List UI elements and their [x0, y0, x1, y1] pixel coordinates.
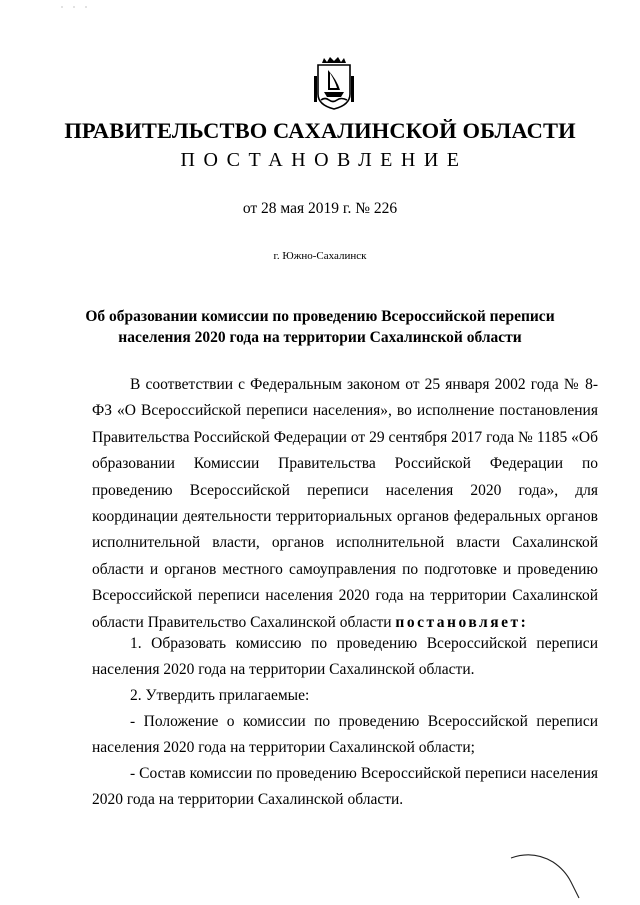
preamble-paragraph — [92, 372, 598, 636]
document-city: г. Южно-Сахалинск — [273, 250, 367, 262]
item-2b-paragraph — [92, 761, 598, 814]
document-type: ПОСТАНОВЛЕНИЕ — [180, 149, 468, 171]
item-1-text: 1. Образовать комиссию по проведению Всероссийской переписи населения 2020 года на территории Сахалинской области. — [92, 635, 598, 679]
item-2a-text: - Положение о комиссии по проведению Всероссийской переписи населения 2020 года на территории Сахалинской области; — [92, 713, 598, 757]
sakhalin-coat-of-arms-icon — [312, 56, 356, 110]
item-2b-text: - Состав комиссии по проведению Всероссийской переписи населения 2020 года на территории Сахалинской области. — [92, 765, 598, 809]
scan-artifact — [60, 2, 90, 12]
organization-title: ПРАВИТЕЛЬСТВО САХАЛИНСКОЙ ОБЛАСТИ — [64, 118, 576, 143]
item-2-paragraph — [92, 683, 598, 709]
document-subject — [80, 306, 560, 348]
item-2-text: 2. Утвердить прилагаемые: — [130, 687, 310, 704]
item-1-paragraph — [92, 631, 598, 684]
decree-word: постановляет: — [395, 613, 529, 631]
preamble-text: В соответствии с Федеральным законом от 25 января 2002 года № 8-ФЗ «О Всероссийской переписи населения», во исполнение постановления Правительства Российской Федерации от 29 сентября 2017 года № 1185 «Об образовании Комиссии Правительства Российской Федерации по проведению Всероссийской переписи населения 2020 года», для координации деятельности территориальных органов федеральных органов исполнительной власти, органов исполнительной власти Сахалинской области и органов местного самоуправления по подготовке и проведению Всероссийской переписи населения 2020 года на территории Сахалинской области Правительство Сахалинской области — [92, 376, 598, 631]
subject-line-1: Об образовании комиссии по проведению Всероссийской переписи — [85, 308, 555, 325]
item-2a-paragraph — [92, 709, 598, 762]
document-date-number: от 28 мая 2019 г. № 226 — [242, 200, 398, 217]
signature-mark — [505, 848, 585, 900]
subject-line-2: населения 2020 года на территории Сахалинской области — [118, 329, 522, 346]
